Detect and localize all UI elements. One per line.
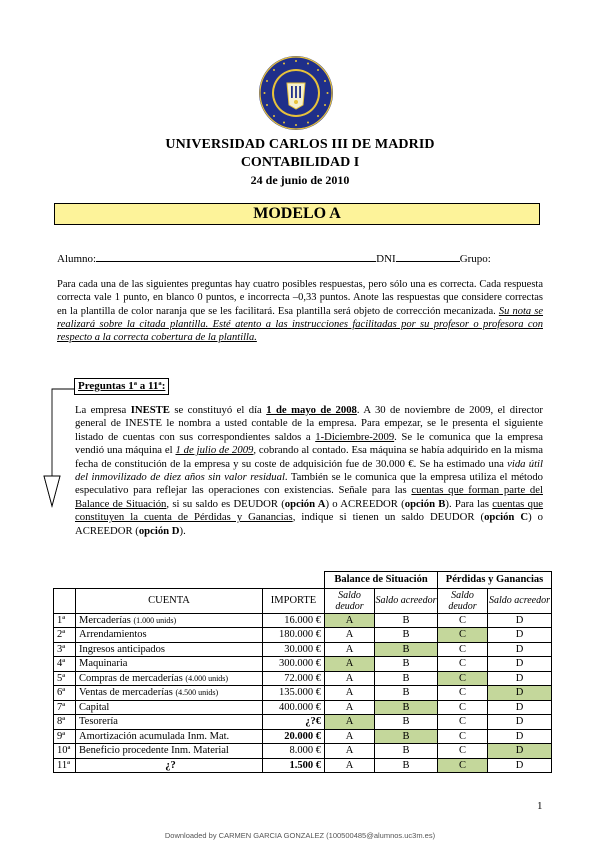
option-a-cell[interactable]: A [325,613,375,628]
table-row [54,700,552,715]
option-d-cell[interactable]: D [488,744,552,759]
account-name [76,613,263,628]
option-a-cell[interactable]: A [325,657,375,672]
balance-date: 1-Diciembre-2009 [315,430,395,443]
row-number: 4ª [54,657,76,672]
account-column-header: CUENTA [76,588,263,613]
account-label: Ingresos anticipados [79,643,166,655]
account-name [76,744,263,759]
option-b-cell[interactable]: B [375,744,438,759]
questions-heading: Preguntas 1ª a 11ª: [74,378,169,395]
down-arrow-icon [38,380,78,510]
account-name [76,758,263,773]
option-d-cell[interactable]: D [488,628,552,643]
instructions-paragraph [57,278,543,344]
option-d-cell[interactable]: D [488,700,552,715]
university-name: UNIVERSIDAD CARLOS III DE MADRID [165,137,435,152]
row-number: 10ª [54,744,76,759]
dni-field[interactable] [396,251,460,262]
account-name [76,628,263,643]
amount-value: 16.000 € [263,613,325,628]
option-c-cell[interactable]: C [438,613,488,628]
account-name [76,642,263,657]
option-b-cell[interactable]: B [375,642,438,657]
instructions-warning: Su nota se realizará sobre la citada plantilla. Esté atento a las instrucciones facilitadas por su profesor o profesora con respecto a la correcta cobertura de la plantilla. [57,305,544,344]
option-a-cell[interactable]: A [325,628,375,643]
option-c-cell[interactable]: C [438,686,488,701]
option-a-cell[interactable]: A [325,686,375,701]
bs-credit-header: Saldo acreedor [375,588,438,613]
option-a-cell[interactable]: A [325,729,375,744]
row-number: 3ª [54,642,76,657]
row-number: 5ª [54,671,76,686]
amount-value: 8.000 € [263,744,325,759]
account-note: (4.000 unids) [185,673,229,683]
option-a-cell[interactable]: A [325,671,375,686]
account-note: (4.500 unids) [175,688,219,698]
company-name: INESTE [130,404,170,416]
option-d-cell[interactable]: D [488,758,552,773]
option-d-cell[interactable]: D [488,671,552,686]
option-c-cell[interactable]: C [438,657,488,672]
account-name [76,700,263,715]
account-label: Maquinaria [79,658,128,670]
alumno-label: Alumno: [57,253,97,265]
option-c-cell[interactable]: C [438,729,488,744]
account-label: Beneficio procedente Inm. Material [79,745,229,757]
account-note: (1.000 unids) [133,615,177,625]
useful-life: vida útil del inmovilizado de diez años sin valor residual [75,457,543,484]
option-a-cell[interactable]: A [325,715,375,730]
option-c-cell[interactable]: C [438,758,488,773]
account-label: Arrendamientos [79,629,147,641]
founding-date: 1 de mayo de 2008 [266,404,357,416]
option-d-cell[interactable]: D [488,657,552,672]
account-name [76,729,263,744]
account-label: ¿? [165,759,176,771]
table-row [54,642,552,657]
option-b-cell[interactable]: B [375,758,438,773]
amount-value: 72.000 € [263,671,325,686]
option-a-cell[interactable]: A [325,744,375,759]
option-b-cell[interactable]: B [375,700,438,715]
pl-debit-header: Saldo deudor [438,588,488,613]
table-row [54,657,552,672]
balance-sheet-header: Balance de Situación [325,572,438,589]
account-label: Amortización acumulada Inm. Mat. [79,730,230,742]
option-c-cell[interactable]: C [438,700,488,715]
account-name [76,686,263,701]
amount-value: 135.000 € [263,686,325,701]
account-label: Mercaderías [79,614,131,626]
alumno-field[interactable] [96,251,376,262]
table-row [54,729,552,744]
option-d-cell[interactable]: D [488,729,552,744]
amount-column-header: IMPORTE [263,588,325,613]
option-a-cell[interactable]: A [325,700,375,715]
course-title: CONTABILIDAD I [240,155,360,170]
amount-value: 300.000 € [263,657,325,672]
model-banner: MODELO A [54,203,540,225]
account-label: Tesorería [79,716,118,728]
option-b-cell[interactable]: B [375,729,438,744]
page-number: 1 [537,800,543,812]
option-c-cell[interactable]: C [438,715,488,730]
amount-value: 20.000 € [263,729,325,744]
bs-accounts-phrase: cuentas que forman parte del Balance de Situación [75,484,543,510]
university-seal-logo [258,55,334,131]
account-label: Compras de mercaderías [79,672,183,684]
option-b-cell[interactable]: B [375,628,438,643]
bs-debit-header: Saldo deudor [325,588,375,613]
option-c-cell[interactable]: C [438,628,488,643]
option-c-cell[interactable]: C [438,642,488,657]
option-d-cell[interactable]: D [488,642,552,657]
option-b-cell[interactable]: B [375,715,438,730]
option-b-cell[interactable]: B [375,613,438,628]
accounts-answer-table [53,571,552,773]
amount-value: 180.000 € [263,628,325,643]
option-b-cell[interactable]: B [375,657,438,672]
account-name [76,715,263,730]
table-row [54,628,552,643]
table-row [54,686,552,701]
account-label: Capital [79,701,110,713]
option-b-cell[interactable]: B [375,671,438,686]
pl-accounts-phrase: cuentas que constituyen la cuenta de Pérdidas y Ganancias [75,497,544,524]
student-info-line [57,251,547,265]
dni-label: DNI [376,253,396,265]
table-row [54,671,552,686]
row-number: 1ª [54,613,76,628]
instructions-text: Para cada una de las siguientes preguntas hay cuatro posibles respuestas, pero sólo una es correcta. Cada respuesta correcta vale 1 punto, en blanco 0 puntos, e incorrecta –0,33 puntos. Anote las respuestas que considere correctas en la plantilla de color naranja que se les facilitará. Esa plantilla será objeto de corrección mecanizada. [57,279,543,317]
table-row [54,613,552,628]
option-d-cell[interactable]: D [488,715,552,730]
option-c-cell[interactable]: C [438,671,488,686]
row-number: 8ª [54,715,76,730]
grupo-label: Grupo: [459,253,491,265]
account-name [76,671,263,686]
option-a-cell[interactable]: A [325,642,375,657]
option-d-cell[interactable]: D [488,613,552,628]
download-footer: Downloaded by CARMEN GARCIA GONZALEZ (100500485@alumnos.uc3m.es) [164,831,436,840]
table-row [54,758,552,773]
option-b-cell[interactable]: B [375,686,438,701]
exam-date: 24 de junio de 2010 [250,173,350,187]
row-number: 2ª [54,628,76,643]
table-row [54,715,552,730]
sale-date: 1 de julio de 2009 [175,444,254,457]
account-label: Ventas de mercaderías [79,687,173,699]
option-d-cell[interactable]: D [488,686,552,701]
profit-loss-header: Pérdidas y Ganancias [438,572,552,589]
amount-value: 30.000 € [263,642,325,657]
amount-value: ¿?€ [263,715,325,730]
table-row [54,744,552,759]
option-c-cell[interactable]: C [438,744,488,759]
account-name [76,657,263,672]
option-a-cell[interactable]: A [325,758,375,773]
question-statement: La empresa INESTE se constituyó el día 1 de mayo de 2008. A 30 de noviembre de 2009, el director general de INESTE le nombra a usted contable de la empresa. Para empezar, se le presenta el siguiente listado de cuentas con sus correspondientes saldos a 1-Diciembre-2009. Se le comunica que la empresa vendió una máquina el 1 de julio de 2009, cobrando al contado. Esa máquina se había adquirido en la misma fecha de constitución de la empresa y su coste de adquisición fue de 30.000 €. Se ha estimado una vida útil del inmovilizado de diez años sin valor residual. También se le comunica que la empresa utiliza el método especulativo para reflejar las operaciones con existencias. Señale para las cuentas que forman parte del Balance de Situación, si su saldo es DEUDOR (opción A) o ACREEDOR (opción B). Para las cuentas que constituyen la cuenta de Pérdidas y Ganancias, indique si tienen un saldo DEUDOR (opción C) o ACREEDOR (opción D). [75,404,544,537]
row-number: 7ª [54,700,76,715]
row-number: 6ª [54,686,76,701]
amount-value: 400.000 € [263,700,325,715]
row-number: 11ª [54,758,76,773]
row-number: 9ª [54,729,76,744]
pl-credit-header: Saldo acreedor [488,588,552,613]
amount-value: 1.500 € [263,758,325,773]
